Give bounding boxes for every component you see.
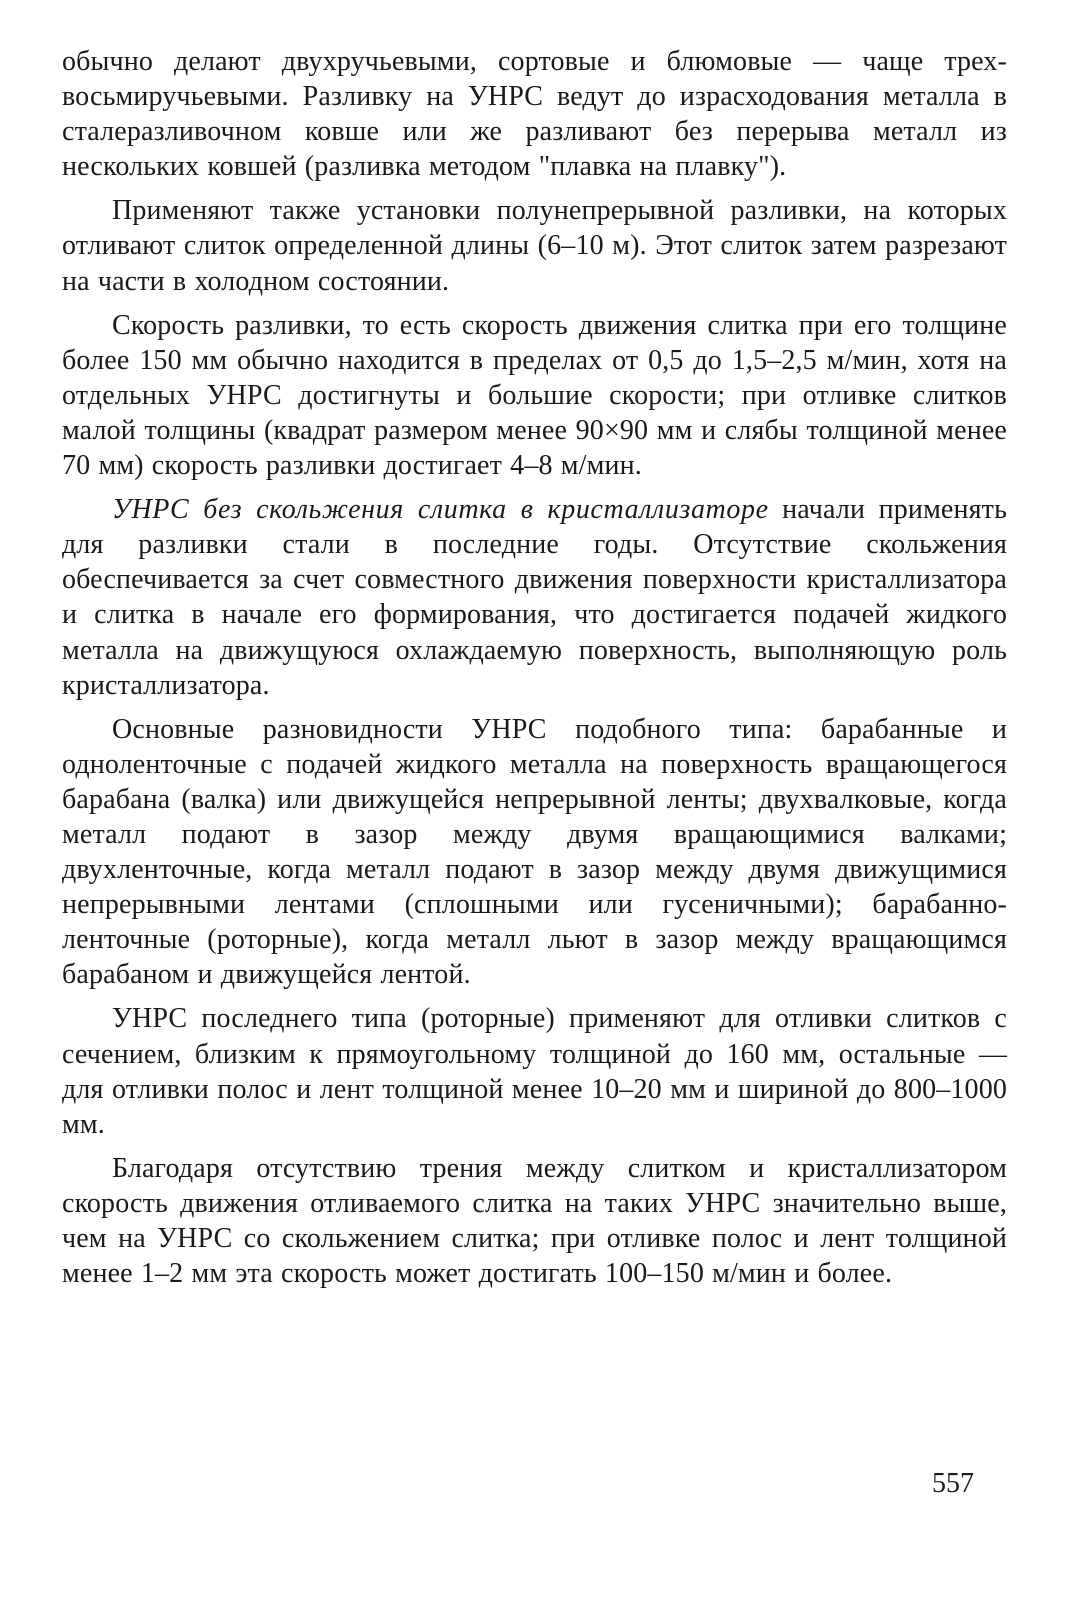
paragraph-friction-speed: Благодаря отсутствию трения между слитком и кристаллизатором скорость движения отливаемого слитка на таких УНРС значительно выше, чем на УНРС со скольжением слитка; при отливке полос и лент толщиной менее 1–2 мм эта скорость может достигать 100–150 м/мин и более. xyxy=(62,1152,1007,1290)
paragraph-casting-speed: Скорость разливки, то есть скорость движения слитка при его толщине более 150 мм обычно находится в пределах от 0,5 до 1,5–2,5 м/мин, хотя на отдельных УНРС достигнуты и большие скорости; при отливке слитков малой толщины (квадрат размером менее 90×90 мм и слябы толщиной менее 70 мм) скорость разливки достигает 4–8 м/мин. xyxy=(62,309,1007,482)
paragraph-semicontinuous-casting: Применяют также установки полунепрерывной разливки, на которых отливают слиток определенной длины (6–10 м). Этот слиток затем разрезают на части в холодном состоянии. xyxy=(62,195,1007,297)
paragraph-no-slip-casting xyxy=(62,492,1007,703)
paragraph-continuation: обычно делают двухручьевыми, сортовые и блюмовые — чаще трех-восьмиручьевыми. Разливку на УНРС ведут до израсходования металла в сталеразливочном ковше или же разливают без перерыва металл из нескольких ковшей (разливка методом "плавка на плавку"). xyxy=(62,46,1007,183)
italic-term: УНРС без скольжения слитка в кристаллизаторе xyxy=(112,494,769,526)
page-number: 557 xyxy=(932,1468,974,1499)
page-body xyxy=(62,44,1007,1300)
paragraph-machine-types: Основные разновидности УНРС подобного типа: барабанные и одноленточные с подачей жидкого металла на поверхность вращающегося барабана (валка) или движущейся непрерывной ленты; двухвалковые, когда металл подают в зазор между двумя вращающимися валками; двухленточные, когда металл подают в зазор между двумя движущимися непрерывными лентами (сплошными или гусеничными); барабанно-ленточные (роторные), когда металл льют в зазор между вращающимся барабаном и движущейся лентой. xyxy=(62,713,1007,991)
paragraph-no-slip-text: начали применять для разливки стали в последние годы. Отсутствие скольжения обеспечивается за счет совместного движения поверхности кристаллизатора и слитка в начале его формирования, что достигается подачей жидкого металла на движущуюся охлаждаемую поверхность, выполняющую роль кристаллизатора. xyxy=(62,494,1007,701)
paragraph-rotary-machines: УНРС последнего типа (роторные) применяют для отливки слитков с сечением, близким к прямоугольному толщиной до 160 мм, остальные — для отливки полос и лент толщиной менее 10–20 мм и шириной до 800–1000 мм. xyxy=(62,1003,1007,1140)
